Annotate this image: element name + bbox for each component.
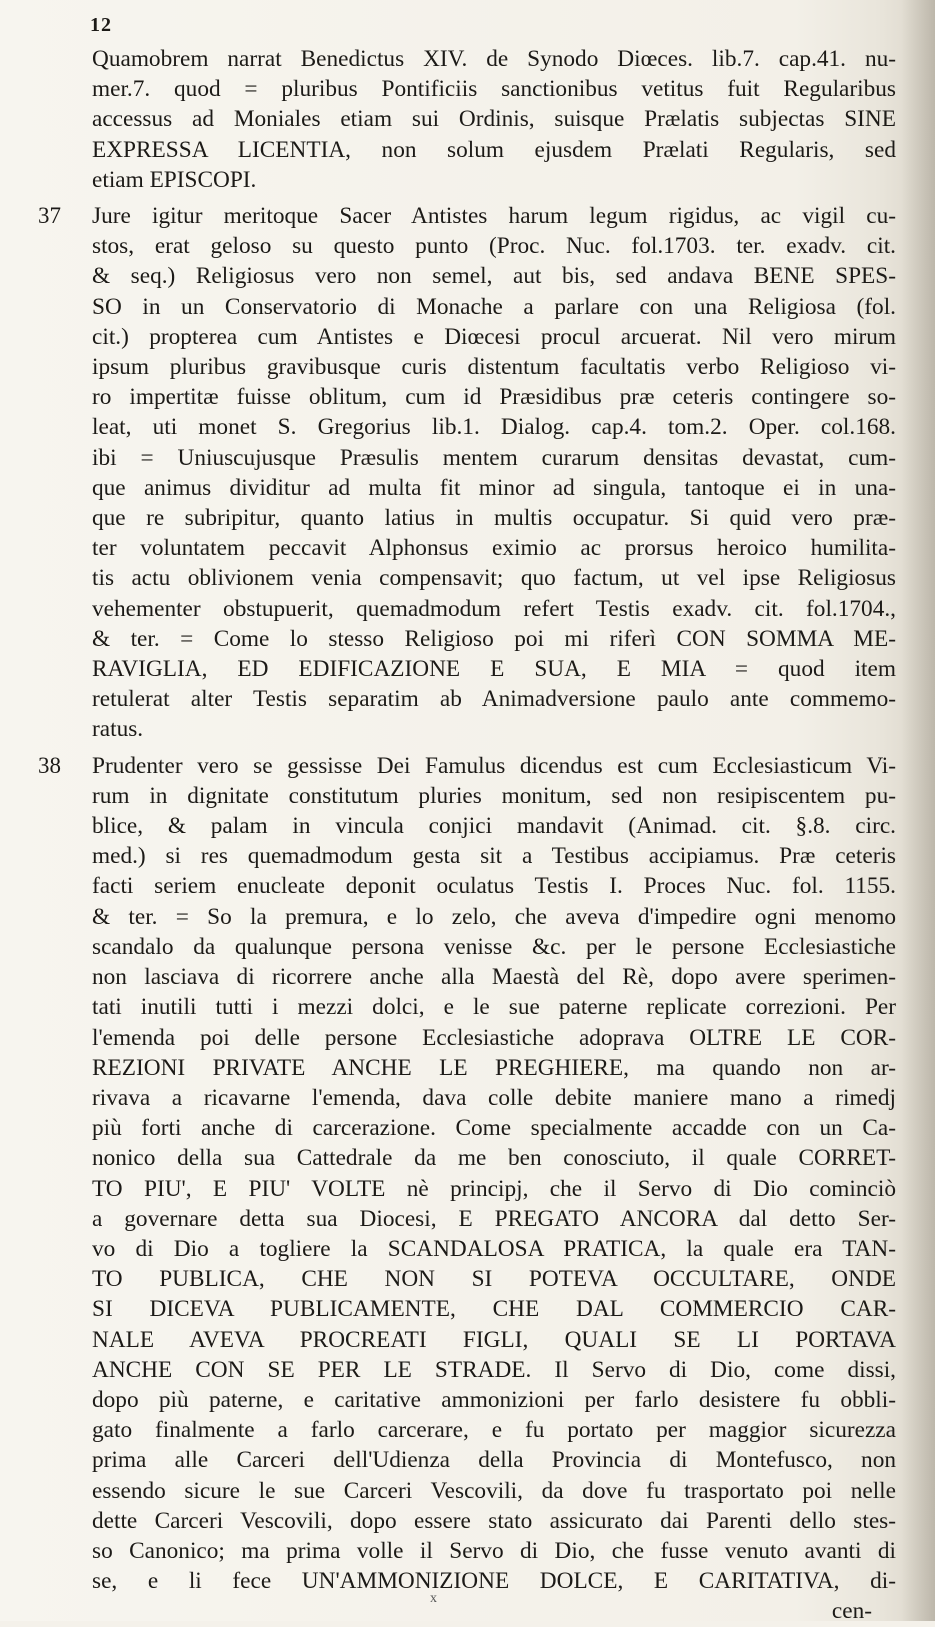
text-line: ter voluntatem peccavit Alphonsus eximio ac prorsus heroico humilita- (92, 535, 896, 562)
text-line: SO in un Conservatorio di Monache a parlare con una Religiosa (fol. (92, 293, 896, 320)
text-line: & ter. = Come lo stesso Religioso poi mi riferì CON SOMMA ME- (92, 625, 896, 652)
text-line: stos, erat geloso su questo punto (Proc. Nuc. fol.1703. ter. exadv. cit. (92, 233, 896, 260)
text-line: non lasciava di ricorrere anche alla Maestà del Rè, dopo avere sperimen- (92, 964, 896, 991)
text-line: que animus dividitur ad multa fit minor ad singula, tantoque ei in una- (92, 474, 896, 501)
text-line: SI DICEVA PUBLICAMENTE, CHE DAL COMMERCIO CAR- (92, 1296, 896, 1323)
text-line: que re subripitur, quanto latius in multis occupatur. Si quid vero præ- (92, 505, 896, 532)
text-line: RAVIGLIA, ED EDIFICAZIONE E SUA, E MIA = quod item (92, 656, 896, 683)
paragraph-38 (38, 751, 896, 1627)
text-line: REZIONI PRIVATE ANCHE LE PREGHIERE, ma quando non ar- (92, 1054, 896, 1081)
text-line: so Canonico; ma prima volle il Servo di Dio, che fusse venuto avanti di (92, 1537, 896, 1564)
text-line: facti seriem enucleate deponit oculatus Testis I. Proces Nuc. fol. 1155. (92, 873, 896, 900)
text-line: gato finalmente a farlo carcerare, e fu portato per maggior sicurezza (92, 1417, 896, 1444)
paragraph-intro (38, 44, 896, 195)
text-line: rum in dignitate constitutum pluries monitum, sed non resipiscentem pu- (92, 782, 896, 809)
text-line: rivava a ricavarne l'emenda, dava colle debite maniere mano a rimedj (92, 1084, 896, 1111)
footer-mark: x (430, 1591, 437, 1606)
text-line: TO PIU', E PIU' VOLTE nè principj, che il Servo di Dio cominciò (92, 1175, 896, 1202)
text-line: se, e li fece UN'AMMONIZIONE DOLCE, E CARITATIVA, di- (92, 1568, 896, 1595)
text-line: & seq.) Religiosus vero non semel, aut bis, sed andava BENE SPES- (92, 263, 896, 290)
text-line: Quamobrem narrat Benedictus XIV. de Synodo Diœces. lib.7. cap.41. nu- (92, 46, 896, 72)
text-line: mer.7. quod = pluribus Pontificiis sanctionibus vetitus fuit Regularibus (92, 76, 896, 103)
text-line: tis actu oblivionem venia compensavit; quo factum, ut vel ipse Religiosus (92, 565, 896, 592)
text-line: dette Carceri Vescovili, dopo essere stato assicurato dai Parenti dello stes- (92, 1507, 896, 1534)
text-line: nonico della sua Cattedrale da me ben conosciuto, il quale CORRET- (92, 1145, 896, 1172)
paragraph-number: 38 (38, 752, 61, 778)
text-line: prima alle Carceri dell'Udienza della Provincia di Montefusco, non (92, 1447, 896, 1474)
text-line: etiam EPISCOPI. (92, 166, 257, 193)
catchword: cen- (831, 1598, 872, 1625)
text-line: TO PUBLICA, CHE NON SI POTEVA OCCULTARE, ONDE (92, 1266, 896, 1293)
text-line: scandalo da qualunque persona venisse &c. per le persone Ecclesiastiche (92, 933, 896, 960)
text-line: cit.) propterea cum Antistes e Diœcesi procul arcuerat. Nil vero mirum (92, 323, 896, 350)
body-text (38, 44, 896, 1627)
text-line: med.) si res quemadmodum gesta sit a Testibus accipiamus. Præ ceteris (92, 843, 896, 870)
text-line: blice, & palam in vincula conjici mandavit (Animad. cit. §.8. circ. (92, 813, 896, 840)
text-line: ibi = Uniuscujusque Præsulis mentem curarum densitas devastat, cum- (92, 444, 896, 471)
text-line: vehementer obstupuerit, quemadmodum refert Testis exadv. cit. fol.1704., (92, 595, 896, 622)
text-line: più forti anche di carcerazione. Come specialmente accadde con un Ca- (92, 1115, 896, 1142)
paragraph-37 (38, 201, 896, 745)
text-line: Jure igitur meritoque Sacer Antistes harum legum rigidus, ac vigil cu- (92, 203, 896, 230)
text-line: essendo sicure le sue Carceri Vescovili, da dove fu trasportato poi nelle (92, 1477, 896, 1504)
text-line: tati inutili tutti i mezzi dolci, e le sue paterne replicate correzioni. Per (92, 994, 896, 1021)
text-line: EXPRESSA LICENTIA, non solum ejusdem Prælati Regularis, sed (92, 136, 896, 163)
text-line: dopo più paterne, e caritative ammonizioni per farlo desistere fu obbli- (92, 1386, 896, 1413)
text-line: ro impertitæ fuisse oblitum, cum id Præsidibus præ ceteris contingere so- (92, 384, 896, 411)
text-line: a governare detta sua Diocesi, E PREGATO ANCORA dal detto Ser- (92, 1205, 896, 1232)
text-line: retulerat alter Testis separatim ab Animadversione paulo ante commemo- (92, 686, 896, 713)
text-line: vo di Dio a togliere la SCANDALOSA PRATICA, la quale era TAN- (92, 1235, 896, 1262)
text-line: l'emenda poi delle persone Ecclesiastiche adoprava OLTRE LE COR- (92, 1024, 896, 1051)
text-line: Prudenter vero se gessisse Dei Famulus dicendus est cum Ecclesiasticum Vi- (92, 752, 896, 779)
paragraph-number: 37 (38, 203, 61, 229)
text-line: accessus ad Moniales etiam sui Ordinis, suisque Prælatis subjectas SINE (92, 106, 896, 133)
text-line: & ter. = So la premura, e lo zelo, che aveva d'impedire ogni menomo (92, 903, 896, 930)
text-line: ANCHE CON SE PER LE STRADE. Il Servo di Dio, come dissi, (92, 1356, 896, 1383)
text-line: ratus. (92, 716, 144, 743)
page-number: 12 (90, 14, 112, 36)
text-line: leat, uti monet S. Gregorius lib.1. Dialog. cap.4. tom.2. Oper. col.168. (92, 414, 896, 441)
text-line: NALE AVEVA PROCREATI FIGLI, QUALI SE LI PORTAVA (92, 1326, 896, 1353)
text-line: ipsum pluribus gravibusque curis distentum facultatis verbo Religioso vi- (92, 354, 896, 381)
